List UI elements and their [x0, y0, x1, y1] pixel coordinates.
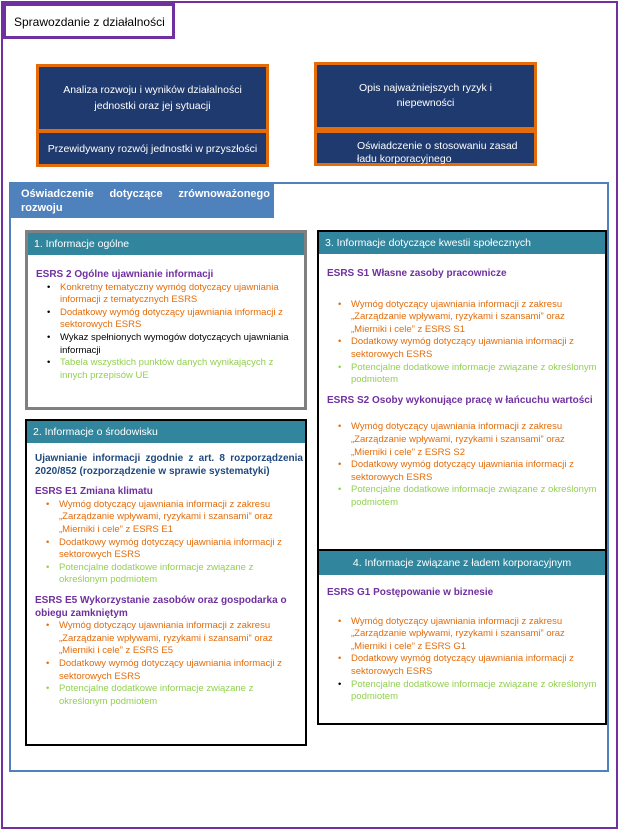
sustainability-title-word: dotyczące [109, 188, 163, 200]
list-item: • Potencjalne dodatkowe informacje związane z określonym podmiotem [351, 362, 601, 387]
list-item: • Tabela wszystkich punktów danych wynikających z innych przepisów UE [60, 357, 300, 382]
sustainability-title-word: zrównoważonego [178, 188, 270, 200]
list-item: • Wymóg dotyczący ujawniania informacji z zakresu „Zarządzanie wpływami, ryzykami i szansami” oraz „Mierniki i cele” z ESRS E1 [59, 499, 303, 537]
list-item: • Wymóg dotyczący ujawniania informacji z zakresu „Zarządzanie wpływami, ryzykami i szansami” oraz „Mierniki i cele” z ESRS E5 [59, 620, 303, 658]
sustainability-title-line2: rozwoju [21, 202, 63, 214]
esrs-s1-title: ESRS S1 Własne zasoby pracownicze [327, 268, 507, 279]
environment-panel [25, 419, 307, 746]
environment-header: 2. Informacje o środowisku [27, 421, 305, 443]
analysis-text: Analiza rozwoju i wyników działalności jednostki oraz jej sytuacji [63, 84, 242, 112]
list-item: • Dodatkowy wymóg dotyczący ujawniania informacji z sektorowych ESRS [60, 307, 300, 332]
list-item: • Dodatkowy wymóg dotyczący ujawniania informacji z sektorowych ESRS [59, 658, 303, 683]
governance-header: 4. Informacje związane z ładem korporacyjnym [319, 551, 605, 575]
forecast-text: Przewidywany rozwój jednostki w przyszłości [47, 142, 258, 155]
list-item: • Dodatkowy wymóg dotyczący ujawniania informacji z sektorowych ESRS [351, 653, 601, 678]
list-item: • Dodatkowy wymóg dotyczący ujawniania informacji z sektorowych ESRS [59, 537, 303, 562]
e1-list [35, 499, 303, 587]
sustainability-title-word: Oświadczenie [21, 188, 94, 200]
list-item: • Konkretny tematyczny wymóg dotyczący ujawniania informacji z tematycznych ESRS [60, 282, 300, 307]
forecast-box [36, 130, 269, 167]
taxonomy-text: Ujawnianie informacji zgodnie z art. 8 rozporządzenia 2020/852 (rozporządzenie w sprawie systematyki) [35, 453, 303, 477]
governance-box [314, 130, 537, 166]
list-item: • Dodatkowy wymóg dotyczący ujawniania informacji z sektorowych ESRS [351, 459, 601, 484]
list-item: • Potencjalne dodatkowe informacje związane z określonym podmiotem [351, 484, 601, 509]
analysis-box [36, 64, 269, 132]
risks-text: Opis najważniejszych ryzyk i niepewności [358, 82, 493, 109]
risks-box [314, 62, 537, 130]
governance-text: Oświadczenie o stosowaniu zasad ładu korporacyjnego [357, 140, 518, 165]
social-header: 3. Informacje dotyczące kwestii społecznych [319, 232, 605, 254]
list-item: • Potencjalne dodatkowe informacje związane z określonym podmiotem [351, 679, 601, 704]
e5-list [35, 620, 303, 708]
sustainability-title [9, 182, 274, 218]
list-item: • Wymóg dotyczący ujawniania informacji z zakresu „Zarządzanie wpływami, ryzykami i szansami” oraz „Mierniki i cele” z ESRS S1 [351, 299, 601, 337]
s2-list [327, 421, 601, 509]
report-title: Sprawozdanie z działalności [3, 3, 175, 39]
general-header: 1. Informacje ogólne [28, 233, 304, 255]
esrs-s2-title: ESRS S2 Osoby wykonujące pracę w łańcuchu wartości [327, 394, 593, 406]
g1-list [327, 616, 601, 704]
list-item: • Wymóg dotyczący ujawniania informacji z zakresu „Zarządzanie wpływami, ryzykami i szansami” oraz „Mierniki i cele” z ESRS S2 [351, 421, 601, 459]
esrs-e5-title: ESRS E5 Wykorzystanie zasobów oraz gospodarka o obiegu zamkniętym [35, 594, 287, 619]
esrs2-title: ESRS 2 Ogólne ujawnianie informacji [36, 269, 214, 280]
governance-panel [317, 549, 607, 725]
list-item: • Potencjalne dodatkowe informacje związane z określonym podmiotem [59, 562, 303, 587]
esrs-e1-title: ESRS E1 Zmiana klimatu [35, 486, 153, 498]
list-item: • Potencjalne dodatkowe informacje związane z określonym podmiotem [59, 683, 303, 708]
esrs-g1-title: ESRS G1 Postępowanie w biznesie [327, 587, 494, 598]
social-panel [317, 230, 607, 553]
s1-list [327, 299, 601, 387]
general-panel [25, 230, 307, 410]
list-item: • Wykaz spełnionych wymogów dotyczących ujawniania informacji [60, 332, 300, 357]
general-list [36, 282, 300, 383]
list-item: • Wymóg dotyczący ujawniania informacji z zakresu „Zarządzanie wpływami, ryzykami i szansami” oraz „Mierniki i cele” z ESRS G1 [351, 616, 601, 654]
list-item: • Dodatkowy wymóg dotyczący ujawniania informacji z sektorowych ESRS [351, 336, 601, 361]
